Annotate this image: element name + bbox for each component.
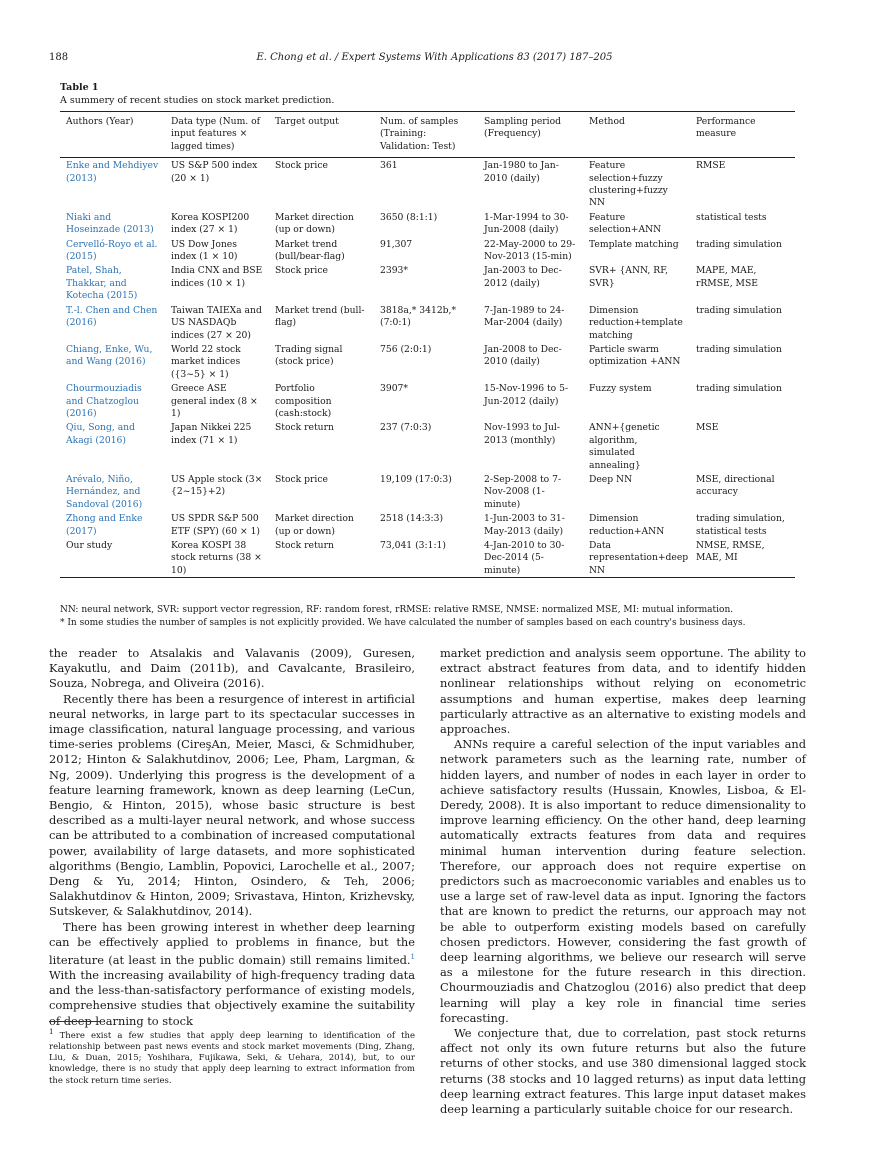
table-cell: 91,307	[380, 238, 413, 250]
table-cell: MAPE, MAE, rRMSE, MSE	[696, 265, 758, 289]
table-cell: Stock price	[275, 473, 328, 485]
table-row	[60, 538, 795, 578]
table-cell: Jan-1980 to Jan-2010 (daily)	[484, 160, 559, 184]
table-cell: MSE	[696, 422, 719, 434]
column-header: Method	[583, 112, 690, 158]
footnote-marker[interactable]: 1	[410, 953, 415, 962]
table-cell: World 22 stock market indices ({3~5} × 1)	[171, 343, 241, 380]
table-cell: 1-Mar-1994 to 30-Jun-2008 (daily)	[484, 211, 569, 236]
table-cell: 3907*	[380, 383, 408, 395]
table-cell: Japan Nikkei 225 index (71 × 1)	[171, 422, 252, 446]
footnote	[49, 1026, 415, 1087]
table-cell: 1-Jun-2003 to 31-May-2013 (daily)	[484, 513, 565, 537]
table-cell: Deep NN	[589, 473, 633, 485]
table-cell: Taiwan TAIEXa and US NASDAQb indices (27 × 20)	[171, 304, 262, 341]
table-cell: US S&P 500 index (20 × 1)	[171, 160, 258, 184]
table-cell: 3650 (8:1:1)	[380, 211, 438, 223]
table-cell: Korea KOSPI200 index (27 × 1)	[171, 211, 250, 236]
paragraph-text: With the increasing availability of high-frequency trading data and the less-than-satisfactory performance of existing models, comprehensive studies that objectively examine the suitability of deep learning to stock	[49, 968, 415, 1028]
table-cell: Portfolio composition (cash:stock)	[275, 383, 332, 419]
table-cell: MSE, directional accuracy	[696, 473, 775, 498]
table-cell: RMSE	[696, 160, 726, 172]
table-cell: Greece ASE general index (8 × 1)	[171, 383, 258, 419]
column-header: Target output	[269, 112, 374, 158]
table-row	[60, 210, 795, 237]
table-cell: 19,109 (17:0:3)	[380, 473, 452, 485]
column-header: Authors (Year)	[60, 112, 165, 158]
table-cell: statistical tests	[696, 211, 767, 223]
table-cell: Dimension reduction+template matching	[589, 304, 683, 341]
table-cell: Stock return	[275, 540, 334, 551]
table-cell: Stock price	[275, 265, 328, 277]
table-cell: 4-Jan-2010 to 30-Dec-2014 (5-minute)	[484, 540, 565, 576]
author-cell[interactable]: Qiu, Song, and Akagi (2016)	[66, 422, 135, 446]
author-cell[interactable]: Enke and Mehdiyev (2013)	[66, 160, 159, 184]
table-cell: trading simulation	[696, 304, 782, 316]
footnote-text: There exist a few studies that apply deep learning to identification of the relationship between past news events and stock market movements (Ding, Zhang, Liu, & Duan, 2015; Yoshihara, Fujikawa, Seki, & Uehara, 2014), but, to our knowledge, there is no study that apply deep learning to extract information from the stock return time series.	[49, 1030, 416, 1086]
running-header: E. Chong et al. / Expert Systems With Applications 83 (2017) 187–205	[256, 52, 613, 63]
paragraph-text: There has been growing interest in whether deep learning can be effectively applied to problems in finance, but the literature (at least in the public domain) still remains limited.	[49, 919, 415, 967]
table-cell: SVR+ {ANN, RF, SVR}	[589, 265, 669, 289]
footnote-rule	[49, 1021, 101, 1022]
table-note-samples: * In some studies the number of samples is not explicitly provided. We have calculated the number of samples based on each country's business days.	[60, 617, 746, 628]
author-cell[interactable]: Chourmouziadis and Chatzoglou (2016)	[66, 383, 142, 419]
table-cell: 2518 (14:3:3)	[380, 513, 444, 525]
paragraph: Recently there has been a resurgence of interest in artificial neural networks, in large part to its spectacular successes in image classification, natural language processing, and various time-series problems (CireşAn, Meier, Masci, & Schmidhuber, 2012; Hinton & Salakhutdinov, 2006; Lee, Pham, Largman, & Ng, 2009). Underlying this progress is the development of a feature learning framework, known as deep learning (LeCun, Bengio, & Hinton, 2015), whose basic structure is best described as a multi-layer neural network, and whose success can be attributed to a combination of increased computational power, availability of large datasets, and more sophisticated algorithms (Bengio, Lamblin, Popovici, Larochelle et al., 2007; Deng & Yu, 2014; Hinton, Osindero, & Teh, 2006; Salakhutdinov & Hinton, 2009; Srivastava, Hinton, Krizhevsky, Sutskever, & Salakhutdinov, 2014).	[49, 691, 415, 919]
table-cell: Market trend (bull-flag)	[275, 304, 365, 329]
table-cell: US Apple stock (3× {2~15}+2)	[171, 473, 263, 498]
table-cell: 15-Nov-1996 to 5-Jun-2012 (daily)	[484, 383, 569, 407]
table-cell: Jan-2008 to Dec-2010 (daily)	[484, 343, 562, 368]
table-cell: Stock return	[275, 422, 334, 434]
table-cell: Particle swarm optimization +ANN	[589, 343, 681, 368]
author-cell[interactable]: T.-l. Chen and Chen (2016)	[66, 304, 158, 329]
author-cell: Our study	[66, 540, 113, 551]
author-cell[interactable]: Arévalo, Niño, Hernández, and Sandoval (2016)	[66, 473, 143, 510]
table-row	[60, 263, 795, 302]
paragraph: market prediction and analysis seem opportune. The ability to extract abstract features from data, and to identify hidden nonlinear relationships without relying on econometric assumptions and human expertise, makes deep learning particularly attractive as an alternative to existing models and approaches.	[440, 646, 806, 737]
table-cell: 2-Sep-2008 to 7-Nov-2008 (1-minute)	[484, 473, 562, 510]
studies-table	[60, 111, 795, 578]
table-row	[60, 158, 795, 210]
table-cell: ANN+{genetic algorithm, simulated annealing}	[589, 422, 660, 471]
table-cell: US Dow Jones index (1 × 10)	[171, 238, 238, 263]
table-label: Table 1	[60, 82, 99, 93]
author-cell[interactable]: Zhong and Enke (2017)	[66, 513, 143, 537]
table-cell: Trading signal (stock price)	[275, 343, 343, 368]
table-cell: 7-Jan-1989 to 24-Mar-2004 (daily)	[484, 304, 565, 329]
paragraph: ANNs require a careful selection of the input variables and network parameters such as the learning rate, number of hidden layers, and number of nodes in each layer in order to achieve satisfactory results (Hussain, Knowles, Lisboa, & El-Deredy, 2008). It is also important to reduce dimensionality to improve learning efficiency. On the other hand, deep learning automatically extracts features from data and requires minimal human intervention during feature selection. Therefore, our approach does not require expertise on predictors such as macroeconomic variables and enables us to use a large set of raw-level data as input. Ignoring the factors that are known to predict the returns, our approach may not be able to outperform existing models based on carefully chosen predictors. However, considering the fast growth of deep learning algorithms, we believe our research will serve as a milestone for the future research in this direction. Chourmouziadis and Chatzoglou (2016) also predict that deep learning will play a key role in financial time series forecasting.	[440, 737, 806, 1025]
table-cell: 2393*	[380, 265, 408, 277]
table-cell: Stock price	[275, 160, 328, 172]
table-cell: Market trend (bull/bear-flag)	[275, 238, 345, 263]
table-note-abbreviations: NN: neural network, SVR: support vector regression, RF: random forest, rRMSE: relative RMSE, NMSE: normalized MSE, MI: mutual information.	[60, 605, 734, 615]
table-row	[60, 381, 795, 420]
table-cell: 756 (2:0:1)	[380, 343, 432, 355]
table-cell: trading simulation	[696, 238, 782, 250]
column-header: Sampling period (Frequency)	[478, 112, 583, 158]
table-header-row	[60, 112, 795, 158]
table-row	[60, 420, 795, 472]
table-cell: Fuzzy system	[589, 383, 652, 395]
table-cell: US SPDR S&P 500 ETF (SPY) (60 × 1)	[171, 513, 261, 537]
column-header: Data type (Num. of input features × lagged times)	[165, 112, 269, 158]
table-cell: Market direction (up or down)	[275, 513, 354, 537]
table-row	[60, 237, 795, 264]
table-cell: trading simulation, statistical tests	[696, 513, 785, 537]
paragraph	[49, 920, 415, 1029]
table-cell: Korea KOSPI 38 stock returns (38 × 10)	[171, 540, 262, 576]
table-cell: Dimension reduction+ANN	[589, 513, 665, 537]
table-cell: Jan-2003 to Dec-2012 (daily)	[484, 265, 562, 289]
author-cell[interactable]: Patel, Shah, Thakkar, and Kotecha (2015)	[66, 265, 138, 302]
table-cell: NMSE, RMSE, MAE, MI	[696, 540, 765, 564]
table-cell: 237 (7:0:3)	[380, 422, 432, 434]
table-cell: 73,041 (3:1:1)	[380, 540, 446, 551]
column-header: Num. of samples (Training: Validation: Test)	[374, 112, 478, 158]
right-column	[440, 646, 806, 1117]
table-cell: Feature selection+fuzzy clustering+fuzzy NN	[589, 160, 668, 209]
table-row	[60, 342, 795, 381]
table-row	[60, 303, 795, 342]
table-cell: trading simulation	[696, 343, 782, 355]
table-cell: India CNX and BSE indices (10 × 1)	[171, 265, 263, 289]
table-cell: Data representation+deep NN	[589, 540, 689, 576]
author-cell[interactable]: Niaki and Hoseinzade (2013)	[66, 211, 154, 236]
table-cell: Market direction (up or down)	[275, 211, 354, 236]
table-caption: A summery of recent studies on stock market prediction.	[60, 95, 335, 106]
table-cell: Feature selection+ANN	[589, 211, 662, 236]
table-cell: 22-May-2000 to 29-Nov-2013 (15-min)	[484, 238, 576, 263]
page-number: 188	[49, 52, 69, 63]
footnote-number: 1	[49, 1027, 54, 1036]
paragraph: We conjecture that, due to correlation, past stock returns affect not only its own future returns but also the future returns of other stocks, and use 380 dimensional lagged stock returns (38 stocks and 10 lagged returns) as input data letting deep learning extract features. This large input dataset makes deep learning a particularly suitable choice for our research.	[440, 1026, 806, 1117]
left-column	[49, 646, 415, 1029]
table-cell: trading simulation	[696, 383, 782, 395]
author-cell[interactable]: Chiang, Enke, Wu, and Wang (2016)	[66, 343, 153, 368]
table-notes	[60, 604, 745, 629]
author-cell[interactable]: Cervelló-Royo et al. (2015)	[66, 238, 158, 263]
table-cell: Nov-1993 to Jul-2013 (monthly)	[484, 422, 560, 446]
table-row	[60, 511, 795, 538]
table-cell: 3818a,* 3412b,* (7:0:1)	[380, 304, 457, 329]
paragraph: the reader to Atsalakis and Valavanis (2009), Guresen, Kayakutlu, and Daim (2011b), and Cavalcante, Brasileiro, Souza, Nobrega, and Oliveira (2016).	[49, 646, 415, 691]
table-row	[60, 472, 795, 511]
table-cell: Template matching	[589, 238, 679, 250]
column-header: Performance measure	[690, 112, 795, 158]
table-cell: 361	[380, 160, 398, 172]
